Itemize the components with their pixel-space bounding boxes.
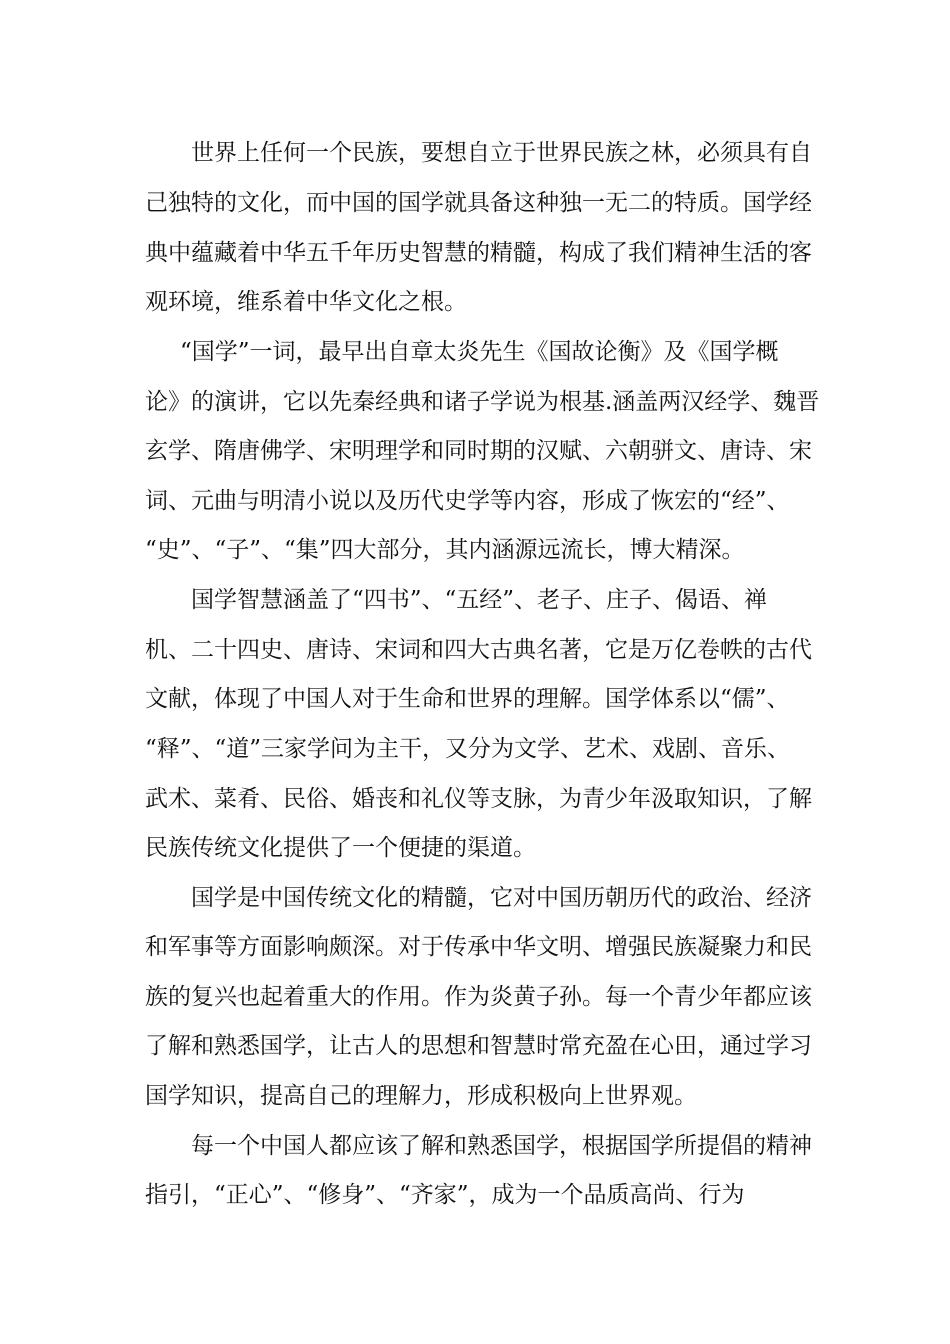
text-line: 机、二十四史、唐诗、宋词和四大古典名著，它是万亿卷帙的古代 [145, 637, 812, 663]
text-line: 论》的演讲，它以先秦经典和诸子学说为根基.涵盖两汉经学、魏晋 [145, 389, 820, 415]
text-line: 典中蕴藏着中华五千年历史智慧的精髓，构成了我们精神生活的客 [145, 240, 812, 266]
text-line: 世界上任何一个民族，要想自立于世界民族之林，必须具有自 [191, 140, 812, 166]
text-line: 武术、菜肴、民俗、婚丧和礼仪等支脉，为青少年汲取知识，了解 [145, 786, 812, 812]
text-line: 国学是中国传统文化的精髓，它对中国历朝历代的政治、经济 [191, 885, 812, 911]
text-line: 和军事等方面影响颇深。对于传承中华文明、增强民族凝聚力和民 [145, 934, 812, 960]
text-line: “释”、“道”三家学问为主干，又分为文学、艺术、戏剧、音乐、 [145, 736, 791, 762]
text-line: 玄学、隋唐佛学、宋明理学和同时期的汉赋、六朝骈文、唐诗、宋 [145, 438, 812, 464]
text-line: 己独特的文化，而中国的国学就具备这种独一无二的特质。国学经 [145, 190, 812, 216]
text-line: 观环境，维系着中华文化之根。 [145, 289, 467, 315]
text-line: “史”、“子”、“集”四大部分，其内涵源远流长，博大精深。 [145, 537, 745, 563]
text-line: 民族传统文化提供了一个便捷的渠道。 [145, 835, 536, 861]
text-line: 族的复兴也起着重大的作用。作为炎黄子孙。每一个青少年都应该 [145, 984, 812, 1010]
text-line: 文献，体现了中国人对于生命和世界的理解。国学体系以“儒”、 [145, 686, 790, 712]
text-line: “国学”一词，最早出自章太炎先生《国故论衡》及《国学概 [180, 339, 779, 365]
text-line: 国学知识，提高自己的理解力，形成积极向上世界观。 [145, 1083, 697, 1109]
text-line: 国学智慧涵盖了“四书”、“五经”、老子、庄子、偈语、禅 [191, 587, 768, 613]
text-line: 指引，“正心”、“修身”、“齐家”，成为一个品质高尚、行为 [145, 1182, 745, 1208]
text-line: 词、元曲与明清小说以及历代史学等内容，形成了恢宏的“经”、 [145, 488, 790, 514]
text-line: 了解和熟悉国学，让古人的思想和智慧时常充盈在心田，通过学习 [145, 1033, 812, 1059]
text-line: 每一个中国人都应该了解和熟悉国学，根据国学所提倡的精神 [191, 1133, 812, 1159]
